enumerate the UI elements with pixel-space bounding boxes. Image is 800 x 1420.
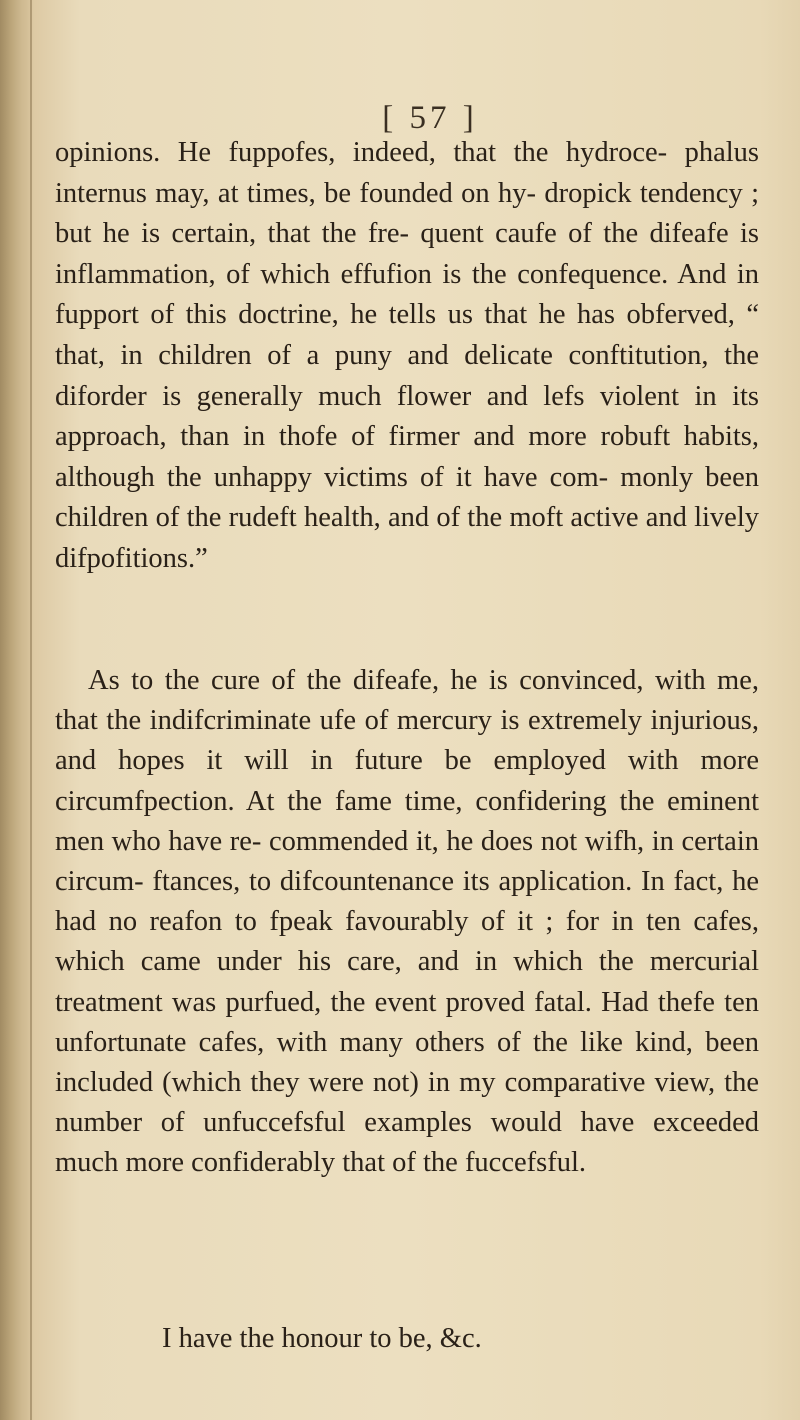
paragraph-2: As to the cure of the difeafe, he is convinced, with me, that the indifcriminate ufe of mercury is extremely injurious, and hopes it will in future be employed with more circumfpection. At the fame time, confidering the eminent men who have re- commended it, he does not wifh, in certain circum- ftances, to difcountenance its application. In fact, he had no reafon to fpeak favourably of it ; for in ten cafes, which came under his care, and in which the mercurial treatment was purfued, the event proved fatal. Had thefe ten unfortunate cafes, with many others of the like kind, been included (which they were not) in my comparative view, the number of unfuccefsful examples would have exceeded much more confiderably that of the fuccefsful.	[55, 665, 759, 1179]
page-number-header: [ 57 ]	[382, 100, 478, 136]
page-binding-edge	[0, 0, 34, 1420]
paragraph-1: opinions. He fuppofes, indeed, that the hydroce- phalus internus may, at times, be founded on hy- dropick tendency ; but he is certain, that the fre- quent caufe of the difeafe is inflammation, of which effufion is the confequence. And in fupport of this doctrine, he tells us that he has obferved, “ that, in children of a puny and delicate conftitution, the diforder is generally much flower and lefs violent in its approach, than in thofe of firmer and more robuft habits, although the unhappy victims of it have com- monly been children of the rudeft health, and of the moft active and lively difpofitions.”	[55, 137, 759, 574]
body-text	[55, 133, 759, 1179]
page-binding-line	[30, 0, 32, 1420]
closing-line: I have the honour to be, &c.	[162, 1323, 482, 1354]
